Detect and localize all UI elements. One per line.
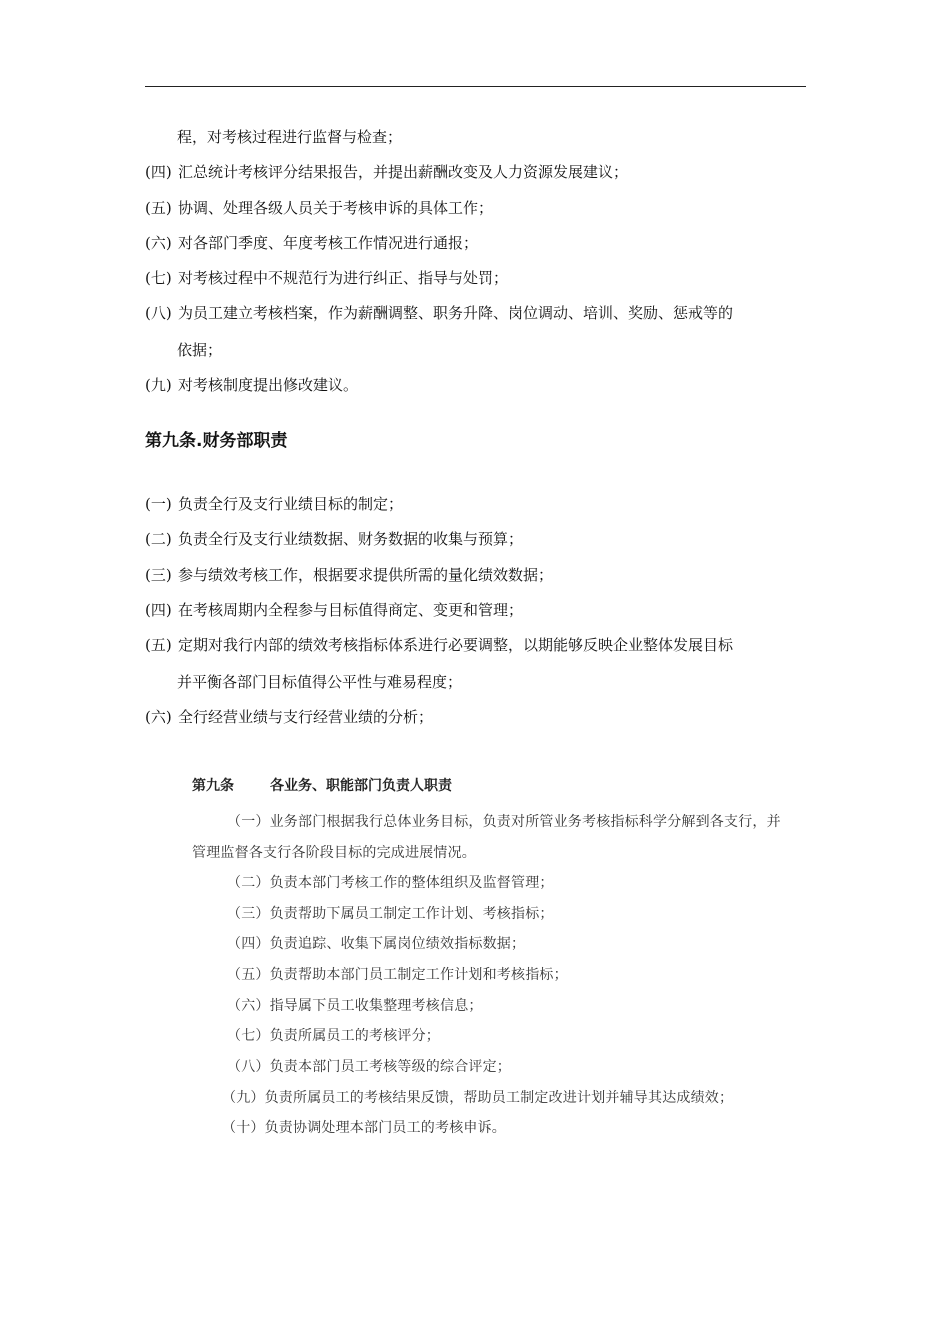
item-number: (九) xyxy=(145,376,172,394)
item-text: 为员工建立考核档案，作为薪酬调整、职务升降、岗位调动、培训、奖励、惩戒等的 xyxy=(178,304,734,322)
item-number: (八) xyxy=(145,304,172,322)
scanned-line: （八）负责本部门员工考核等级的综合评定； xyxy=(227,1059,511,1075)
list-item xyxy=(145,635,733,655)
item-text: 在考核周期内全程参与目标值得商定、变更和管理； xyxy=(178,601,524,619)
list-item xyxy=(145,303,733,323)
item-text: 负责全行及支行业绩数据、财务数据的收集与预算； xyxy=(178,530,524,548)
item-number: (五) xyxy=(145,199,172,217)
item-number: (四) xyxy=(145,601,172,619)
list-item xyxy=(145,707,433,727)
list-item xyxy=(145,529,523,549)
list-item xyxy=(145,494,403,514)
item-text: 全行经营业绩与支行经营业绩的分析； xyxy=(178,708,434,726)
scanned-line: 管理监督各支行各阶段目标的完成进展情况。 xyxy=(192,845,476,861)
item-number: (六) xyxy=(145,708,172,726)
item-number: (七) xyxy=(145,269,172,287)
list-item xyxy=(145,198,493,218)
item-text: 协调、处理各级人员关于考核申诉的具体工作； xyxy=(178,199,494,217)
item-number: (四) xyxy=(145,163,172,181)
continued-line: 程，对考核过程进行监督与检查； xyxy=(177,128,403,146)
item-number: (二) xyxy=(145,530,172,548)
item-number: (六) xyxy=(145,234,172,252)
item-number: (一) xyxy=(145,495,172,513)
item-continuation: 依据； xyxy=(177,341,223,359)
list-item xyxy=(145,233,478,253)
scanned-line: （十）负责协调处理本部门员工的考核申诉。 xyxy=(222,1120,506,1136)
scanned-line: （一）业务部门根据我行总体业务目标，负责对所管业务考核指标科学分解到各支行，并 xyxy=(227,814,781,830)
scanned-line: （七）负责所属员工的考核评分； xyxy=(227,1028,440,1044)
header-rule xyxy=(145,86,806,87)
item-text: 对各部门季度、年度考核工作情况进行通报； xyxy=(178,234,479,252)
item-number: (五) xyxy=(145,636,172,654)
list-item xyxy=(145,375,358,395)
scanned-line: （二）负责本部门考核工作的整体组织及监督管理； xyxy=(227,875,554,891)
list-item xyxy=(145,162,628,182)
item-number: (三) xyxy=(145,566,172,584)
item-text: 汇总统计考核评分结果报告，并提出薪酬改变及人力资源发展建议； xyxy=(178,163,629,181)
list-item xyxy=(145,600,523,620)
list-item xyxy=(145,268,508,288)
scanned-line: （五）负责帮助本部门员工制定工作计划和考核指标； xyxy=(227,967,568,983)
item-continuation: 并平衡各部门目标值得公平性与难易程度； xyxy=(177,673,463,691)
item-text: 参与绩效考核工作，根据要求提供所需的量化绩效数据； xyxy=(178,566,554,584)
scanned-line: （六）指导属下员工收集整理考核信息； xyxy=(227,998,483,1014)
scanned-line: （四）负责追踪、收集下属岗位绩效指标数据； xyxy=(227,936,526,952)
scanned-line: （九）负责所属员工的考核结果反馈，帮助员工制定改进计划并辅导其达成绩效； xyxy=(222,1090,734,1106)
item-text: 定期对我行内部的绩效考核指标体系进行必要调整，以期能够反映企业整体发展目标 xyxy=(178,636,734,654)
section-heading: 第九条.财务部职责 xyxy=(145,431,288,451)
item-text: 负责全行及支行业绩目标的制定； xyxy=(178,495,404,513)
scanned-title-text: 各业务、职能部门负责人职责 xyxy=(270,778,452,794)
scanned-title xyxy=(192,775,452,795)
list-item xyxy=(145,565,553,585)
scanned-line: （三）负责帮助下属员工制定工作计划、考核指标； xyxy=(227,906,554,922)
item-text: 对考核制度提出修改建议。 xyxy=(178,376,359,394)
scanned-title-number: 第九条 xyxy=(192,778,234,794)
item-text: 对考核过程中不规范行为进行纠正、指导与处罚； xyxy=(178,269,509,287)
